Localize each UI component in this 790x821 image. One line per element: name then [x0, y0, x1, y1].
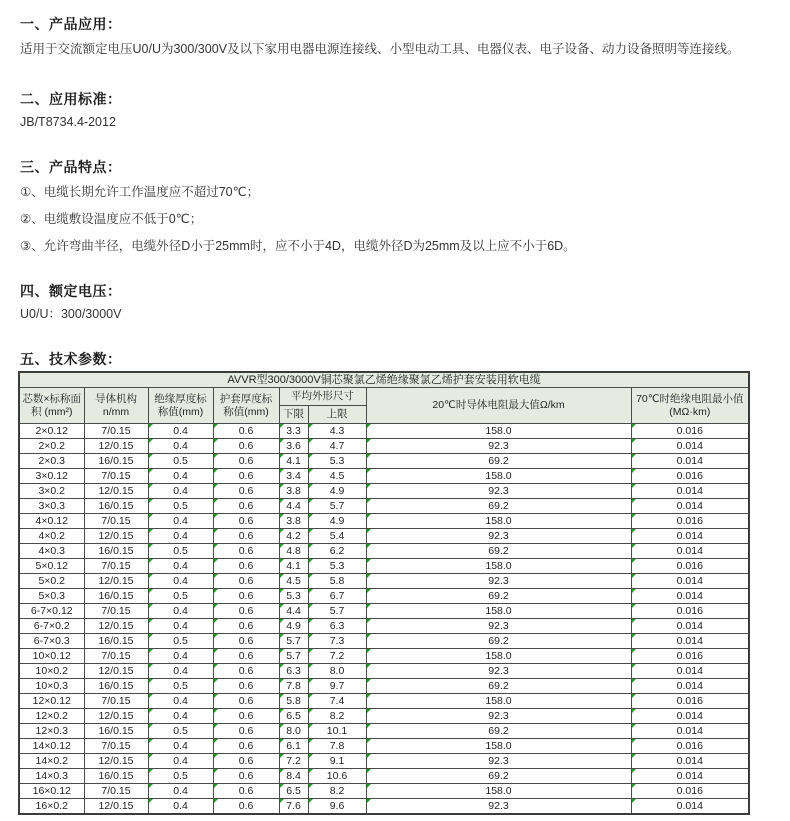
cell: 0.6 [213, 469, 279, 484]
cell: 4.1 [279, 454, 308, 469]
cell: 0.014 [631, 799, 749, 815]
cell: 0.6 [213, 709, 279, 724]
cell: 12×0.3 [19, 724, 84, 739]
cell: 0.014 [631, 499, 749, 514]
cell: 0.4 [148, 784, 213, 799]
cell: 0.6 [213, 679, 279, 694]
cell: 7.6 [279, 799, 308, 815]
section-heading-standards: 二、应用标准： [20, 91, 122, 107]
cell: 6-7×0.12 [19, 604, 84, 619]
cell: 0.014 [631, 484, 749, 499]
cell: 8.0 [308, 664, 366, 679]
table-row [19, 574, 749, 589]
cell: 7/0.15 [84, 739, 148, 754]
cell: 0.5 [148, 544, 213, 559]
cell: 0.4 [148, 424, 213, 439]
cell: 0.6 [213, 739, 279, 754]
cell: 5.8 [308, 574, 366, 589]
cell: 3×0.2 [19, 484, 84, 499]
table-row [19, 499, 749, 514]
cell: 0.4 [148, 799, 213, 815]
cell: 12×0.2 [19, 709, 84, 724]
table-row [19, 799, 749, 815]
cell: 0.016 [631, 604, 749, 619]
rated-voltage-text: U0/U：300/3000V [20, 307, 122, 321]
cell: 0.014 [631, 754, 749, 769]
cell: 92.3 [366, 529, 631, 544]
cell: 0.014 [631, 724, 749, 739]
cell: 9.1 [308, 754, 366, 769]
cell: 69.2 [366, 769, 631, 784]
cell: 16/0.15 [84, 679, 148, 694]
cell: 10.6 [308, 769, 366, 784]
cell: 69.2 [366, 454, 631, 469]
cell: 7/0.15 [84, 514, 148, 529]
cell: 4.2 [279, 529, 308, 544]
cell: 7.8 [308, 739, 366, 754]
cell: 0.016 [631, 649, 749, 664]
cell: 3×0.3 [19, 499, 84, 514]
table-row [19, 514, 749, 529]
cell: 0.014 [631, 574, 749, 589]
cell: 8.2 [308, 709, 366, 724]
cell: 4.8 [279, 544, 308, 559]
table-row [19, 544, 749, 559]
cell: 0.4 [148, 754, 213, 769]
cell: 4×0.12 [19, 514, 84, 529]
table-row [19, 649, 749, 664]
cell: 7/0.15 [84, 784, 148, 799]
cell: 92.3 [366, 799, 631, 815]
section-heading-product-application: 一、产品应用： [20, 16, 122, 32]
cell: 5.7 [279, 649, 308, 664]
tech-params-table [18, 371, 750, 815]
table-row [19, 619, 749, 634]
cell: 12/0.15 [84, 484, 148, 499]
cell: 8.2 [308, 784, 366, 799]
cell: 0.016 [631, 694, 749, 709]
cell: 0.6 [213, 589, 279, 604]
cell: 0.6 [213, 634, 279, 649]
cell: 0.6 [213, 454, 279, 469]
table-row [19, 454, 749, 469]
cell: 0.6 [213, 754, 279, 769]
cell: 8.4 [279, 769, 308, 784]
cell: 92.3 [366, 664, 631, 679]
cell: 5.3 [308, 454, 366, 469]
cell: 0.6 [213, 649, 279, 664]
cell: 5.3 [308, 559, 366, 574]
cell: 3.4 [279, 469, 308, 484]
section-heading-rated-voltage: 四、额定电压： [20, 283, 122, 299]
cell: 14×0.12 [19, 739, 84, 754]
cell: 4.5 [308, 469, 366, 484]
feature-item-1: ①、电缆长期允许工作温度应不超过70℃； [20, 185, 260, 199]
cell: 69.2 [366, 544, 631, 559]
cell: 0.014 [631, 664, 749, 679]
cell: 6.1 [279, 739, 308, 754]
cell: 7/0.15 [84, 604, 148, 619]
table-row [19, 589, 749, 604]
cell: 0.6 [213, 664, 279, 679]
col-header-conductor-structure: 导体机构 n/mm [84, 388, 148, 424]
cell: 0.5 [148, 724, 213, 739]
cell: 7/0.15 [84, 649, 148, 664]
cell: 0.4 [148, 739, 213, 754]
cell: 4.7 [308, 439, 366, 454]
cell: 8.0 [279, 724, 308, 739]
cell: 5×0.12 [19, 559, 84, 574]
cell: 0.4 [148, 694, 213, 709]
cell: 158.0 [366, 694, 631, 709]
cell: 6.7 [308, 589, 366, 604]
cell: 4×0.2 [19, 529, 84, 544]
table-row [19, 634, 749, 649]
cell: 7.2 [279, 754, 308, 769]
cell: 16/0.15 [84, 499, 148, 514]
cell: 0.014 [631, 769, 749, 784]
cell: 7.3 [308, 634, 366, 649]
cell: 3×0.12 [19, 469, 84, 484]
cell: 0.6 [213, 514, 279, 529]
cell: 16/0.15 [84, 544, 148, 559]
cell: 0.5 [148, 499, 213, 514]
cell: 0.6 [213, 619, 279, 634]
cell: 3.8 [279, 514, 308, 529]
cell: 0.6 [213, 499, 279, 514]
cell: 0.6 [213, 724, 279, 739]
cell: 0.014 [631, 634, 749, 649]
cell: 0.016 [631, 469, 749, 484]
section-heading-features: 三、产品特点： [20, 159, 122, 175]
cell: 6.3 [308, 619, 366, 634]
cell: 16/0.15 [84, 634, 148, 649]
cell: 16/0.15 [84, 724, 148, 739]
cell: 3.6 [279, 439, 308, 454]
cell: 6-7×0.2 [19, 619, 84, 634]
cell: 10×0.2 [19, 664, 84, 679]
cell: 5.3 [279, 589, 308, 604]
cell: 92.3 [366, 709, 631, 724]
cell: 4.9 [308, 514, 366, 529]
cell: 7/0.15 [84, 559, 148, 574]
cell: 0.016 [631, 739, 749, 754]
cell: 7.4 [308, 694, 366, 709]
table-row [19, 754, 749, 769]
cell: 6-7×0.3 [19, 634, 84, 649]
feature-item-3: ③、允许弯曲半径，电缆外径D小于25mm时，应不小于4D，电缆外径D为25mm及以上应不小于6D。 [20, 239, 576, 253]
cell: 0.016 [631, 784, 749, 799]
cell: 5.7 [308, 604, 366, 619]
cell: 0.6 [213, 529, 279, 544]
cell: 10.1 [308, 724, 366, 739]
standards-text: JB/T8734.4-2012 [20, 115, 116, 129]
table-row [19, 529, 749, 544]
table-row [19, 484, 749, 499]
cell: 16×0.12 [19, 784, 84, 799]
cell: 0.5 [148, 589, 213, 604]
cell: 4.4 [279, 499, 308, 514]
table-row [19, 424, 749, 439]
cell: 0.014 [631, 589, 749, 604]
table-row [19, 769, 749, 784]
cell: 158.0 [366, 784, 631, 799]
cell: 16/0.15 [84, 769, 148, 784]
cell: 3.3 [279, 424, 308, 439]
cell: 7.8 [279, 679, 308, 694]
cell: 7/0.15 [84, 424, 148, 439]
cell: 5.8 [279, 694, 308, 709]
table-row [19, 694, 749, 709]
cell: 0.014 [631, 529, 749, 544]
cell: 12/0.15 [84, 709, 148, 724]
table-row [19, 709, 749, 724]
cell: 0.4 [148, 649, 213, 664]
cell: 69.2 [366, 589, 631, 604]
cell: 69.2 [366, 679, 631, 694]
cell: 4.3 [308, 424, 366, 439]
cell: 7.2 [308, 649, 366, 664]
cell: 0.5 [148, 634, 213, 649]
cell: 158.0 [366, 469, 631, 484]
cell: 6.3 [279, 664, 308, 679]
cell: 5.4 [308, 529, 366, 544]
cell: 0.014 [631, 439, 749, 454]
cell: 5.7 [308, 499, 366, 514]
cell: 69.2 [366, 634, 631, 649]
cell: 2×0.3 [19, 454, 84, 469]
cell: 92.3 [366, 574, 631, 589]
cell: 10×0.12 [19, 649, 84, 664]
cell: 0.4 [148, 439, 213, 454]
cell: 158.0 [366, 514, 631, 529]
cell: 0.6 [213, 559, 279, 574]
cell: 0.6 [213, 799, 279, 815]
cell: 7/0.15 [84, 694, 148, 709]
cell: 0.6 [213, 694, 279, 709]
col-header-conductor-resistance: 20℃时导体电阻最大值Ω/km [366, 388, 631, 424]
table-row [19, 559, 749, 574]
cell: 0.5 [148, 454, 213, 469]
table-body [19, 424, 749, 815]
cell: 0.4 [148, 529, 213, 544]
cell: 4×0.3 [19, 544, 84, 559]
cell: 7/0.15 [84, 469, 148, 484]
cell: 0.016 [631, 514, 749, 529]
cell: 12/0.15 [84, 754, 148, 769]
cell: 9.7 [308, 679, 366, 694]
cell: 92.3 [366, 754, 631, 769]
col-header-lower-limit: 下限 [279, 406, 308, 424]
cell: 0.5 [148, 769, 213, 784]
product-application-text: 适用于交流额定电压U0/U为300/300V及以下家用电器电源连接线、小型电动工具、电器仪表、电子设备、动力设备照明等连接线。 [20, 42, 740, 56]
cell: 9.6 [308, 799, 366, 815]
col-header-insulation-resistance: 70℃时绝缘电阻最小值 (MΩ·km) [631, 388, 749, 424]
table-row [19, 664, 749, 679]
table-row [19, 724, 749, 739]
cell: 0.6 [213, 484, 279, 499]
cell: 0.4 [148, 604, 213, 619]
table-row [19, 604, 749, 619]
cell: 0.6 [213, 544, 279, 559]
cell: 92.3 [366, 439, 631, 454]
cell: 14×0.2 [19, 754, 84, 769]
table-title: AVVR型300/3000V铜芯聚氯乙烯绝缘聚氯乙烯护套安装用软电缆 [19, 372, 749, 388]
cell: 0.4 [148, 469, 213, 484]
cell: 0.014 [631, 709, 749, 724]
cell: 0.4 [148, 574, 213, 589]
cell: 4.5 [279, 574, 308, 589]
cell: 5.7 [279, 634, 308, 649]
cell: 5×0.2 [19, 574, 84, 589]
cell: 0.014 [631, 619, 749, 634]
cell: 0.014 [631, 454, 749, 469]
cell: 0.4 [148, 514, 213, 529]
cell: 0.4 [148, 484, 213, 499]
section-heading-tech-params: 五、技术参数： [20, 351, 122, 367]
cell: 0.014 [631, 544, 749, 559]
table-row [19, 439, 749, 454]
cell: 12/0.15 [84, 439, 148, 454]
cell: 5×0.3 [19, 589, 84, 604]
cell: 6.5 [279, 784, 308, 799]
cell: 12/0.15 [84, 799, 148, 815]
cell: 158.0 [366, 604, 631, 619]
col-header-insulation-thickness: 绝缘厚度标 称值(mm) [148, 388, 213, 424]
cell: 4.1 [279, 559, 308, 574]
cell: 0.4 [148, 619, 213, 634]
cell: 158.0 [366, 424, 631, 439]
cell: 4.4 [279, 604, 308, 619]
cell: 6.5 [279, 709, 308, 724]
cell: 0.4 [148, 709, 213, 724]
cell: 0.016 [631, 424, 749, 439]
cell: 4.9 [279, 619, 308, 634]
table-row [19, 679, 749, 694]
col-header-sheath-thickness: 护套厚度标 称值(mm) [213, 388, 279, 424]
cell: 0.014 [631, 679, 749, 694]
cell: 158.0 [366, 739, 631, 754]
cell: 0.4 [148, 559, 213, 574]
col-header-avg-outer-dimension: 平均外形尺寸 [279, 388, 366, 406]
cell: 0.6 [213, 604, 279, 619]
cell: 0.016 [631, 559, 749, 574]
cell: 3.8 [279, 484, 308, 499]
cell: 12/0.15 [84, 529, 148, 544]
cell: 16×0.2 [19, 799, 84, 815]
cell: 6.2 [308, 544, 366, 559]
cell: 12×0.12 [19, 694, 84, 709]
col-header-upper-limit: 上限 [308, 406, 366, 424]
cell: 14×0.3 [19, 769, 84, 784]
cell: 10×0.3 [19, 679, 84, 694]
cell: 12/0.15 [84, 574, 148, 589]
cell: 158.0 [366, 649, 631, 664]
cell: 69.2 [366, 724, 631, 739]
cell: 0.6 [213, 424, 279, 439]
table-row [19, 784, 749, 799]
cell: 2×0.2 [19, 439, 84, 454]
cell: 158.0 [366, 559, 631, 574]
cell: 0.6 [213, 574, 279, 589]
cell: 92.3 [366, 619, 631, 634]
cell: 0.6 [213, 784, 279, 799]
cell: 0.6 [213, 439, 279, 454]
col-header-cores-area: 芯数×标称面积 (mm²) [19, 388, 84, 424]
table-row [19, 469, 749, 484]
cell: 0.5 [148, 679, 213, 694]
cell: 12/0.15 [84, 664, 148, 679]
cell: 92.3 [366, 484, 631, 499]
cell: 69.2 [366, 499, 631, 514]
cell: 0.6 [213, 769, 279, 784]
cell: 12/0.15 [84, 619, 148, 634]
cell: 0.4 [148, 664, 213, 679]
feature-item-2: ②、电缆敷设温度应不低于0℃； [20, 212, 203, 226]
cell: 4.9 [308, 484, 366, 499]
cell: 16/0.15 [84, 589, 148, 604]
cell: 2×0.12 [19, 424, 84, 439]
table-row [19, 739, 749, 754]
cell: 16/0.15 [84, 454, 148, 469]
